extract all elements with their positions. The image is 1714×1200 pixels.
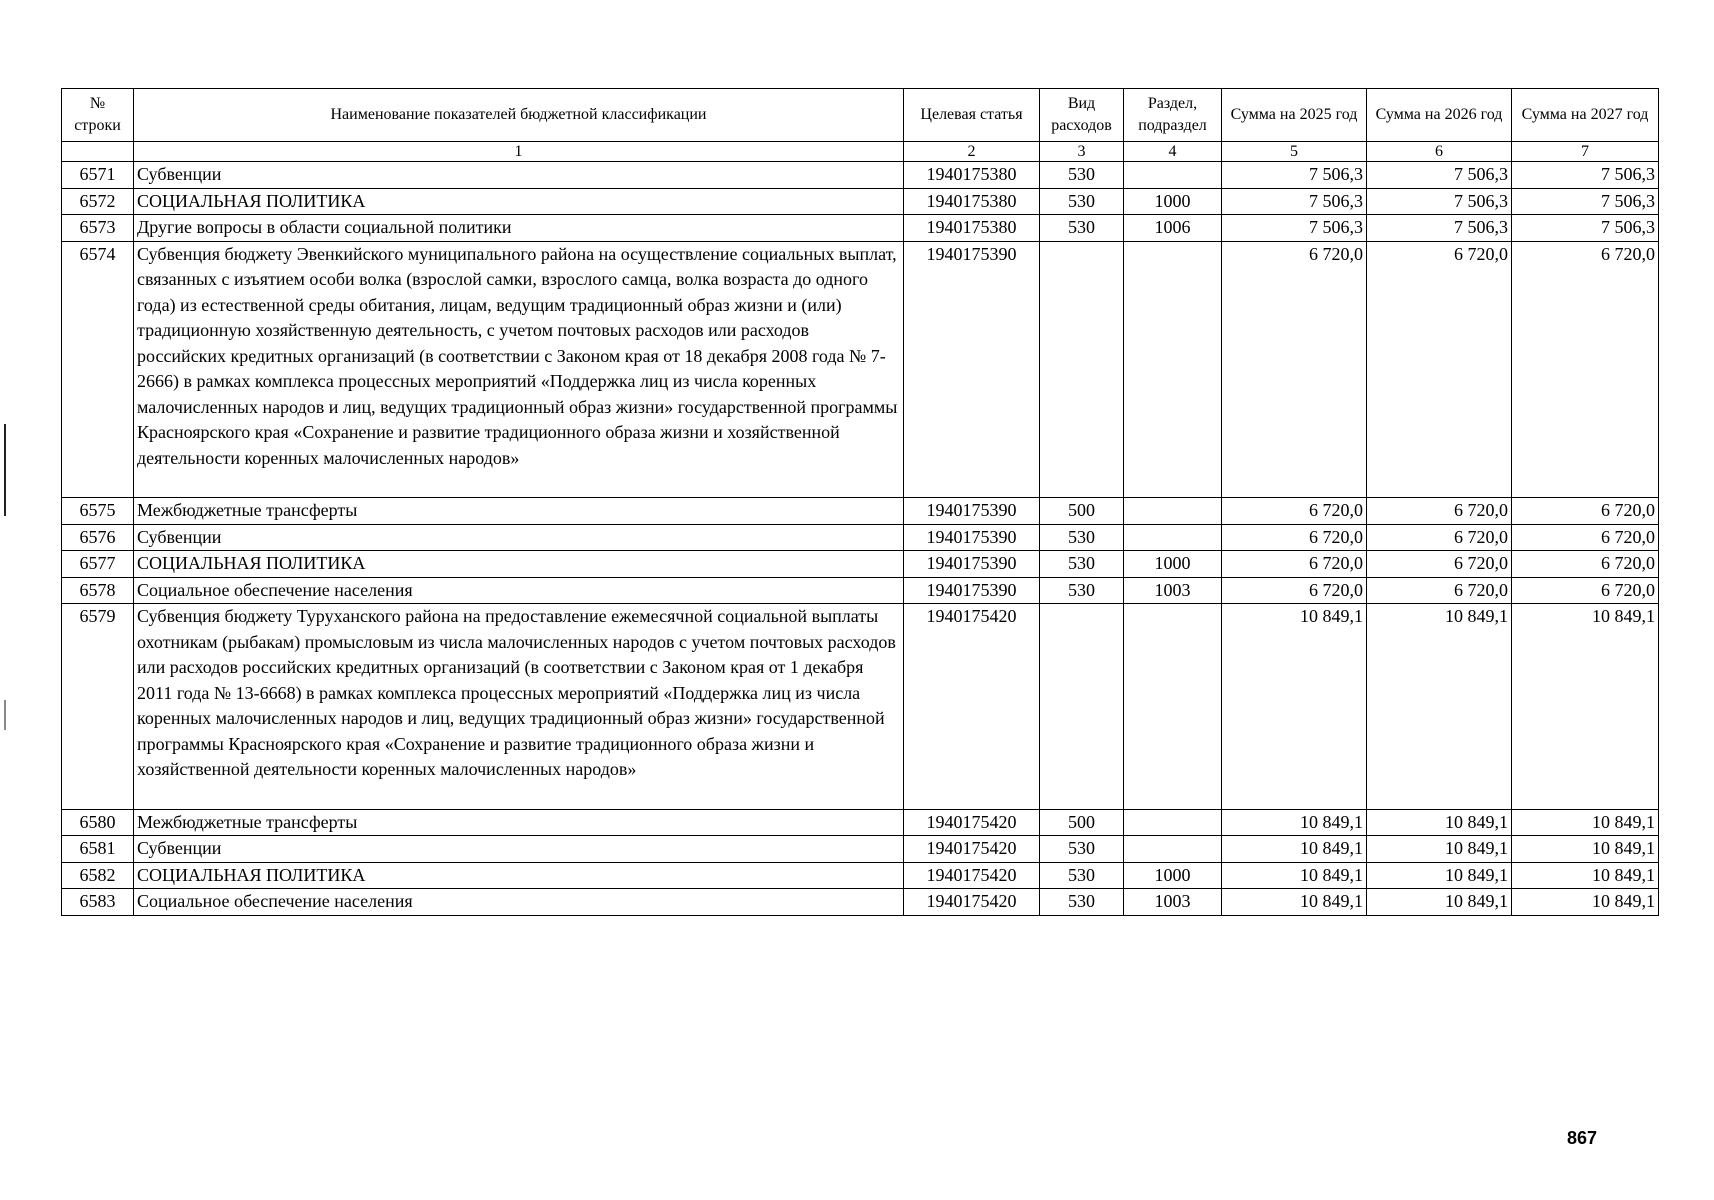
section-code bbox=[1124, 524, 1222, 551]
table-row bbox=[62, 551, 1659, 578]
indicator-name: Субвенции bbox=[134, 836, 904, 863]
table-header bbox=[62, 89, 1659, 142]
section-code bbox=[1124, 498, 1222, 525]
scan-artifact-line bbox=[4, 424, 6, 516]
table-row bbox=[62, 604, 1659, 810]
table-row bbox=[62, 577, 1659, 604]
row-number: 6575 bbox=[62, 498, 134, 525]
sum-2027: 10 849,1 bbox=[1512, 836, 1659, 863]
sum-2027: 10 849,1 bbox=[1512, 604, 1659, 810]
sum-2026: 10 849,1 bbox=[1367, 862, 1512, 889]
target-item-code: 1940175390 bbox=[904, 498, 1040, 525]
sum-2026: 10 849,1 bbox=[1367, 836, 1512, 863]
indicator-name: Межбюджетные трансферты bbox=[134, 498, 904, 525]
sum-2025: 6 720,0 bbox=[1222, 241, 1367, 498]
target-item-code: 1940175420 bbox=[904, 604, 1040, 810]
row-number: 6579 bbox=[62, 604, 134, 810]
sum-2025: 10 849,1 bbox=[1222, 836, 1367, 863]
expense-type-code: 530 bbox=[1040, 577, 1124, 604]
sum-2027: 7 506,3 bbox=[1512, 162, 1659, 189]
section-code: 1003 bbox=[1124, 889, 1222, 916]
sum-2026: 7 506,3 bbox=[1367, 162, 1512, 189]
sum-2026: 10 849,1 bbox=[1367, 809, 1512, 836]
column-number bbox=[62, 142, 134, 162]
target-item-code: 1940175390 bbox=[904, 524, 1040, 551]
column-number: 2 bbox=[904, 142, 1040, 162]
sum-2026: 6 720,0 bbox=[1367, 577, 1512, 604]
indicator-name: Другие вопросы в области социальной политики bbox=[134, 215, 904, 242]
sum-2026: 6 720,0 bbox=[1367, 524, 1512, 551]
row-number: 6574 bbox=[62, 241, 134, 498]
table-row bbox=[62, 188, 1659, 215]
row-number: 6583 bbox=[62, 889, 134, 916]
header-row-no: № строки bbox=[62, 89, 134, 142]
table-row bbox=[62, 862, 1659, 889]
target-item-code: 1940175390 bbox=[904, 241, 1040, 498]
column-number: 3 bbox=[1040, 142, 1124, 162]
sum-2025: 10 849,1 bbox=[1222, 889, 1367, 916]
target-item-code: 1940175380 bbox=[904, 188, 1040, 215]
section-code bbox=[1124, 836, 1222, 863]
expense-type-code: 530 bbox=[1040, 162, 1124, 189]
section-code: 1003 bbox=[1124, 577, 1222, 604]
expense-type-code: 530 bbox=[1040, 889, 1124, 916]
target-item-code: 1940175380 bbox=[904, 162, 1040, 189]
sum-2027: 6 720,0 bbox=[1512, 524, 1659, 551]
sum-2025: 10 849,1 bbox=[1222, 862, 1367, 889]
column-number: 1 bbox=[134, 142, 904, 162]
sum-2027: 6 720,0 bbox=[1512, 241, 1659, 498]
sum-2026: 10 849,1 bbox=[1367, 889, 1512, 916]
target-item-code: 1940175390 bbox=[904, 551, 1040, 578]
sum-2027: 6 720,0 bbox=[1512, 577, 1659, 604]
sum-2026: 6 720,0 bbox=[1367, 498, 1512, 525]
header-name: Наименование показателей бюджетной классификации bbox=[134, 89, 904, 142]
row-number: 6572 bbox=[62, 188, 134, 215]
header-sum-2025: Сумма на 2025 год bbox=[1222, 89, 1367, 142]
sum-2025: 6 720,0 bbox=[1222, 498, 1367, 525]
expense-type-code: 530 bbox=[1040, 862, 1124, 889]
target-item-code: 1940175420 bbox=[904, 809, 1040, 836]
expense-type-code: 530 bbox=[1040, 524, 1124, 551]
table-row bbox=[62, 215, 1659, 242]
target-item-code: 1940175390 bbox=[904, 577, 1040, 604]
sum-2025: 6 720,0 bbox=[1222, 551, 1367, 578]
indicator-name: Субвенции bbox=[134, 162, 904, 189]
sum-2026: 6 720,0 bbox=[1367, 241, 1512, 498]
indicator-name: Субвенция бюджету Эвенкийского муниципального района на осуществление социальных выплат, связанных с изъятием особи волка (взрослой самки, взрослого самца, волка возраста до одного года) из естественной среды обитания, лицам, ведущим традиционный образ жизни и (или) традиционную хозяйственную деятельность, с учетом почтовых расходов или расходов российских кредитных организаций (в соответствии с Законом края от 18 декабря 2008 года № 7-2666) в рамках комплекса процессных мероприятий «Поддержка лиц из числа коренных малочисленных народов и лиц, ведущих традиционный образ жизни» государственной программы Красноярского края «Сохранение и развитие традиционного образа жизни и хозяйственной деятельности коренных малочисленных народов» bbox=[134, 241, 904, 498]
table-row bbox=[62, 498, 1659, 525]
section-code bbox=[1124, 809, 1222, 836]
header-row bbox=[62, 89, 1659, 142]
row-number: 6580 bbox=[62, 809, 134, 836]
sum-2027: 6 720,0 bbox=[1512, 498, 1659, 525]
table-row bbox=[62, 809, 1659, 836]
table-body bbox=[62, 142, 1659, 916]
indicator-name: СОЦИАЛЬНАЯ ПОЛИТИКА bbox=[134, 862, 904, 889]
row-number: 6581 bbox=[62, 836, 134, 863]
row-number: 6582 bbox=[62, 862, 134, 889]
sum-2027: 10 849,1 bbox=[1512, 809, 1659, 836]
sum-2025: 6 720,0 bbox=[1222, 524, 1367, 551]
row-number: 6571 bbox=[62, 162, 134, 189]
expense-type-code: 530 bbox=[1040, 215, 1124, 242]
sum-2027: 6 720,0 bbox=[1512, 551, 1659, 578]
table-row bbox=[62, 836, 1659, 863]
section-code: 1000 bbox=[1124, 188, 1222, 215]
sum-2025: 7 506,3 bbox=[1222, 215, 1367, 242]
budget-table bbox=[61, 88, 1659, 916]
section-code: 1000 bbox=[1124, 862, 1222, 889]
section-code bbox=[1124, 162, 1222, 189]
expense-type-code: 530 bbox=[1040, 551, 1124, 578]
expense-type-code bbox=[1040, 241, 1124, 498]
indicator-name: СОЦИАЛЬНАЯ ПОЛИТИКА bbox=[134, 188, 904, 215]
row-number: 6578 bbox=[62, 577, 134, 604]
expense-type-code: 500 bbox=[1040, 498, 1124, 525]
row-number: 6573 bbox=[62, 215, 134, 242]
scan-artifact-line bbox=[4, 700, 6, 730]
target-item-code: 1940175420 bbox=[904, 836, 1040, 863]
expense-type-code: 530 bbox=[1040, 188, 1124, 215]
sum-2025: 10 849,1 bbox=[1222, 604, 1367, 810]
indicator-name: Социальное обеспечение населения bbox=[134, 889, 904, 916]
header-section: Раздел, подраздел bbox=[1124, 89, 1222, 142]
column-number-row bbox=[62, 142, 1659, 162]
indicator-name: Межбюджетные трансферты bbox=[134, 809, 904, 836]
row-number: 6577 bbox=[62, 551, 134, 578]
sum-2025: 7 506,3 bbox=[1222, 162, 1367, 189]
sum-2027: 7 506,3 bbox=[1512, 188, 1659, 215]
expense-type-code bbox=[1040, 604, 1124, 810]
indicator-name: Субвенция бюджету Туруханского района на предоставление ежемесячной социальной выплаты охотникам (рыбакам) промысловым из числа малочисленных народов с учетом почтовых расходов или расходов российских кредитных организаций (в соответствии с Законом края от 1 декабря 2011 года № 13-6668) в рамках комплекса процессных мероприятий «Поддержка лиц из числа коренных малочисленных народов и лиц, ведущих традиционный образ жизни» государственной программы Красноярского края «Сохранение и развитие традиционного образа жизни и хозяйственной деятельности коренных малочисленных народов» bbox=[134, 604, 904, 810]
indicator-name: СОЦИАЛЬНАЯ ПОЛИТИКА bbox=[134, 551, 904, 578]
indicator-name: Социальное обеспечение населения bbox=[134, 577, 904, 604]
sum-2026: 6 720,0 bbox=[1367, 551, 1512, 578]
sum-2026: 7 506,3 bbox=[1367, 188, 1512, 215]
row-number: 6576 bbox=[62, 524, 134, 551]
header-expense-type: Вид расходов bbox=[1040, 89, 1124, 142]
column-number: 6 bbox=[1367, 142, 1512, 162]
table-row bbox=[62, 162, 1659, 189]
table-row bbox=[62, 889, 1659, 916]
section-code bbox=[1124, 241, 1222, 498]
page-number: 867 bbox=[1567, 1128, 1598, 1148]
expense-type-code: 530 bbox=[1040, 836, 1124, 863]
sum-2025: 6 720,0 bbox=[1222, 577, 1367, 604]
section-code bbox=[1124, 604, 1222, 810]
sum-2025: 10 849,1 bbox=[1222, 809, 1367, 836]
sum-2027: 7 506,3 bbox=[1512, 215, 1659, 242]
table-row bbox=[62, 524, 1659, 551]
header-sum-2027: Сумма на 2027 год bbox=[1512, 89, 1659, 142]
header-target-item: Целевая статья bbox=[904, 89, 1040, 142]
target-item-code: 1940175420 bbox=[904, 862, 1040, 889]
column-number: 5 bbox=[1222, 142, 1367, 162]
column-number: 7 bbox=[1512, 142, 1659, 162]
column-number: 4 bbox=[1124, 142, 1222, 162]
section-code: 1000 bbox=[1124, 551, 1222, 578]
target-item-code: 1940175380 bbox=[904, 215, 1040, 242]
sum-2027: 10 849,1 bbox=[1512, 862, 1659, 889]
expense-type-code: 500 bbox=[1040, 809, 1124, 836]
sum-2026: 10 849,1 bbox=[1367, 604, 1512, 810]
indicator-name: Субвенции bbox=[134, 524, 904, 551]
sum-2026: 7 506,3 bbox=[1367, 215, 1512, 242]
target-item-code: 1940175420 bbox=[904, 889, 1040, 916]
section-code: 1006 bbox=[1124, 215, 1222, 242]
table-row bbox=[62, 241, 1659, 498]
sum-2027: 10 849,1 bbox=[1512, 889, 1659, 916]
sum-2025: 7 506,3 bbox=[1222, 188, 1367, 215]
header-sum-2026: Сумма на 2026 год bbox=[1367, 89, 1512, 142]
